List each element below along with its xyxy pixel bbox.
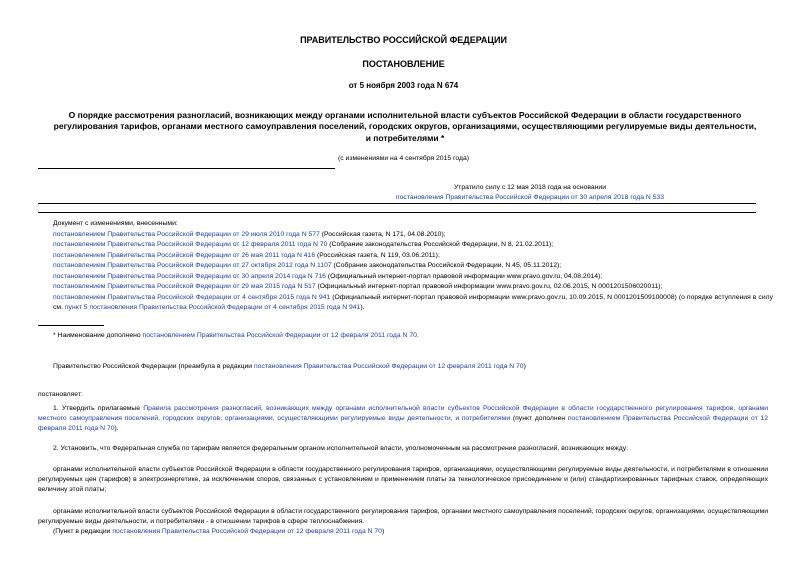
list-item — [53, 240, 773, 251]
footnote-text: * Наименование дополнено — [53, 332, 143, 339]
paragraph-5 — [38, 527, 768, 537]
footnote — [53, 331, 773, 340]
list-item — [53, 251, 773, 262]
lost-force-link[interactable]: постановления Правительства Российской Федерации от 30 апреля 2018 года N 533 — [395, 193, 665, 201]
document-title: О порядке рассмотрения разногласий, возникающих между органами исполнительной власти субъектов Российской Федерации в области государственного регулирования тарифов, органами местного самоуправления поселений, городских округов, организациями, осуществляющими регулируемые виды деятельности, и потребителями * — [53, 110, 757, 143]
change-source: (Российская газета, N 171, 04.08.2010); — [319, 230, 446, 238]
changes-list — [53, 219, 773, 314]
change-source: (Официальный интернет-портал правовой информации www.pravo.gov.ru, 10.09.2015, N 0001201509100008) (о порядке вступления в силу см. — [53, 293, 773, 312]
preamble-end: ) — [523, 363, 526, 370]
change-source: (Собрание законодательства Российской Федерации, N 8, 21.02.2011); — [327, 241, 554, 249]
p1-text: ). — [114, 425, 119, 433]
decree-word: постановляет: — [38, 391, 83, 398]
changes-intro: Документ с изменениями, внесенными: — [53, 220, 178, 227]
divider — [38, 203, 756, 204]
preamble — [53, 362, 773, 371]
paragraph-3: органами исполнительной власти субъектов Российской Федерации в области государственного регулирования тарифов, организациями, осуществляющими регулируемые виды деятельности, и потребителями в отношении регулируемых цен (тарифов) в электроэнергетике, за исключением споров, связанных с установлением и применением платы за технологическое присоединение и (или) стандартизированных тарифных ставок, определяющих величину этой платы; — [38, 466, 768, 494]
change-link[interactable]: пункт 5 постановления Правительства Российской Федерации от 4 сентября 2015 года N 941 — [64, 304, 361, 312]
divider — [38, 325, 104, 326]
footnote-end: . — [416, 332, 419, 339]
change-link[interactable]: постановлением Правительства Российской Федерации от 29 июля 2010 года N 577 — [53, 230, 320, 238]
p1-text: (пункт дополнен — [510, 415, 568, 423]
change-link[interactable]: постановлением Правительства Российской Федерации от 30 апреля 2014 года N 716 — [53, 272, 326, 280]
paragraph-2: 2. Установить, что Федеральная служба по тарифам является федеральным органом исполнительной власти, уполномоченным на рассмотрение разногласий, возникающих между: — [53, 445, 628, 452]
p5-text: ) — [381, 528, 385, 535]
lost-force-block — [250, 183, 807, 203]
change-link[interactable]: постановлением Правительства Российской Федерации от 12 февраля 2011 года N 70 — [53, 241, 328, 249]
preamble-link[interactable]: постановления Правительства Российской Федерации от 12 февраля 2011 года N 70 — [253, 363, 524, 370]
change-source: ). — [360, 304, 365, 312]
change-source: (Собрание законодательства Российской Федерации, N 45, 05.11.2012); — [331, 262, 562, 270]
list-item — [53, 272, 773, 283]
p1-amend-link[interactable]: постановлением Правительства Российской Федерации от 12 февраля 2011 года N 70 — [38, 415, 768, 433]
change-link[interactable]: постановлением Правительства Российской Федерации от 4 сентября 2015 года N 941 — [53, 293, 331, 301]
list-item — [53, 230, 773, 241]
preamble-text: Правительство Российской Федерации (преамбула в редакции — [53, 363, 254, 370]
change-source: (Официальный интернет-портал правовой информации www.pravo.gov.ru, 04.08.2014); — [325, 272, 603, 280]
lost-force-text: Утратило силу с 12 мая 2018 года на основании — [453, 184, 607, 191]
header-government: ПРАВИТЕЛЬСТВО РОССИЙСКОЙ ФЕДЕРАЦИИ — [300, 35, 507, 45]
list-item — [53, 261, 773, 272]
paragraph-4: органами исполнительной власти субъектов Российской Федерации в области государственного регулирования тарифов, органами местного самоуправления поселений, городских округов, организациями, осуществляющими регулируемые виды деятельности, и потребителями - в отношении тарифов в сфере теплоснабжения. — [38, 508, 768, 526]
rules-link[interactable]: Правила рассмотрения разногласий, возникающих между органами исполнительной власти субъектов Российской Федерации в области государственного регулирования тарифов, органами местного самоуправления поселений, городских округов, организациями, осуществляющими регулируемые виды деятельности, и потребителями — [38, 405, 768, 423]
p1-text: 1. Утвердить прилагаемые — [53, 405, 144, 412]
paragraph-1 — [38, 404, 768, 435]
list-item — [53, 293, 773, 314]
p5-link[interactable]: постановления Правительства Российской Федерации от 12 февраля 2011 года N 70 — [112, 528, 382, 535]
header-doc-type: ПОСТАНОВЛЕНИЕ — [362, 59, 445, 69]
change-source: (Официальный интернет-портал правовой информации www.pravo.gov.ru, 02.06.2015, N 0001201506020011); — [315, 283, 663, 291]
divider — [38, 212, 756, 213]
divider — [38, 168, 335, 169]
change-link[interactable]: постановлением Правительства Российской Федерации от 26 мая 2011 года N 416 — [53, 251, 316, 259]
change-source: (Российская газета, N 119, 03.06.2011); — [315, 251, 440, 259]
change-link[interactable]: постановлением Правительства Российской Федерации от 27 октября 2012 года N 1107 — [53, 262, 332, 270]
change-link[interactable]: постановлением Правительства Российской Федерации от 29 мая 2015 года N 517 — [53, 283, 316, 291]
p5-text: (Пункт в редакции — [53, 528, 113, 535]
list-item — [53, 282, 773, 293]
amendment-note: (с изменениями на 4 сентября 2015 года) — [338, 155, 469, 162]
header-date-number: от 5 ноября 2003 года N 674 — [348, 81, 459, 90]
footnote-link[interactable]: постановлением Правительства Российской Федерации от 12 февраля 2011 года N 70 — [142, 332, 417, 339]
